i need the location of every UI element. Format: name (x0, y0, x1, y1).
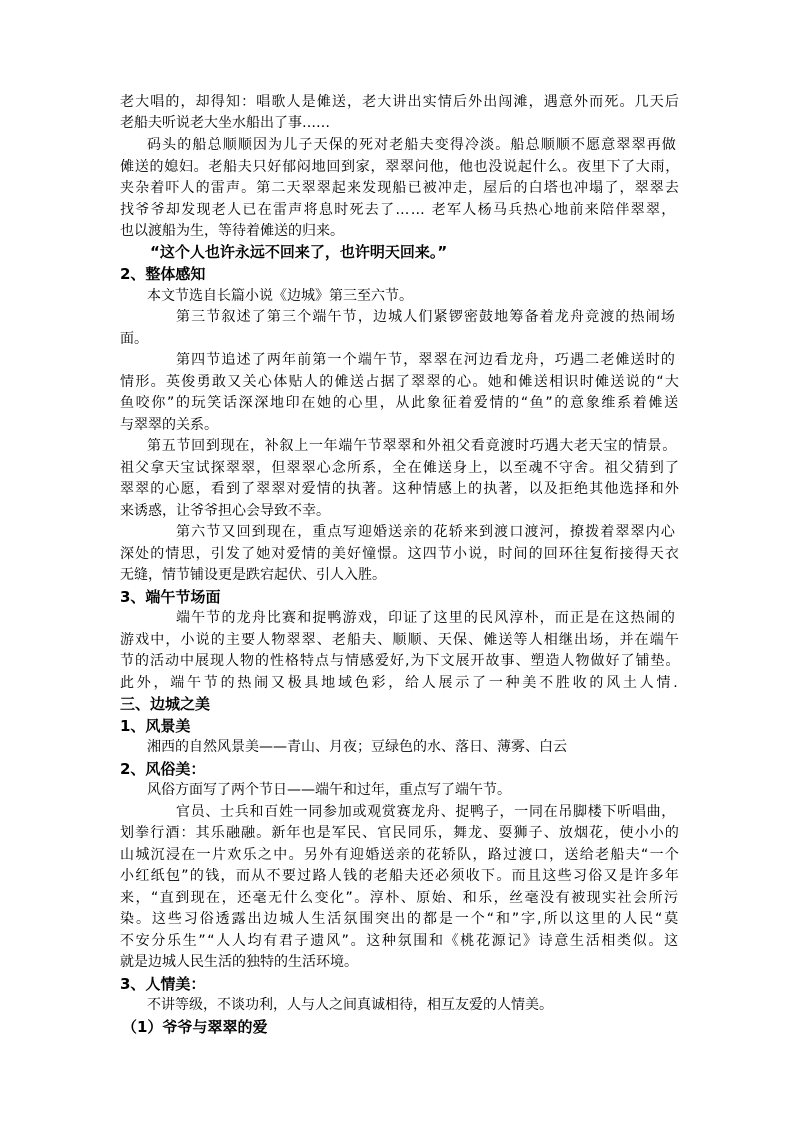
text-line: 与翠翠的关系。 (120, 417, 218, 433)
text-line: 第四节追述了两年前第一个端午节，翠翠在河边看龙舟，巧遇二老傩送时的 (176, 352, 676, 368)
text-line: 无缝，情节铺设更是跌宕起伏、引人入胜。 (120, 567, 386, 583)
subsection-heading: （1）爷爷与翠翠的爱 (122, 1018, 268, 1036)
text-line: 也以渡船为生，等待着傩送的归来。 (120, 223, 344, 239)
text-line: 本文节选自长篇小说《边城》第三至六节。 (147, 288, 413, 304)
text-line: 湘西的自然风景美——青山、月夜；豆绿色的水、落日、薄雾、白云 (147, 739, 567, 755)
text-line: 不讲等级，不谈功利，人与人之间真诚相待，相互友爱的人情美。 (147, 997, 553, 1013)
text-line: 就是边城人民生活的独特的生活环境。 (120, 954, 358, 970)
text-line: 面。 (120, 331, 148, 347)
text-line: 第五节回到现在，补叙上一年端午节翠翠和外祖父看竟渡时巧遇大老天宝的情景。 (147, 438, 677, 454)
chapter-heading: 三、边城之美 (120, 695, 211, 713)
text-line: 祖父拿天宝试探翠翠，但翠翠心念所系，全在傩送身上，以至魂不守舍。祖父猜到了 (120, 460, 680, 476)
text-line: 老大唱的，却得知：唱歌人是傩送，老大讲出实情后外出闯滩，遇意外而死。几天后 (120, 94, 680, 110)
text-line: 傩送的媳妇。老船夫只好郁闷地回到家，翠翠问他，他也没说起什么。夜里下了大雨， (120, 159, 680, 175)
text-line: 第六节又回到现在，重点写迎婚送亲的花轿来到渡口渡河，撩拨着翠翠内心 (176, 524, 676, 540)
text-line: 翠翠的心愿，看到了翠翠对爱情的执著。这种情感上的执著，以及拒绝其他选择和外 (120, 481, 680, 497)
section-heading: 3、人情美： (120, 975, 206, 993)
section-heading: 3、端午节场面 (120, 588, 221, 606)
text-line: 深处的情思，引发了她对爱情的美好憧憬。这四节小说，时间的回环往复衔接得天衣 (120, 546, 680, 562)
text-line: 官员、士兵和百姓一同参加或观赏赛龙舟、捉鸭子，一同在吊脚楼下听唱曲， (176, 804, 676, 820)
text-line: 码头的船总顺顺因为儿子天保的死对老船夫变得冷淡。船总顺顺不愿意翠翠再做 (147, 137, 677, 153)
text-line: 老船夫听说老大坐水船出了事…… (120, 115, 330, 131)
text-line: 第三节叙述了第三个端午节，边城人们紧锣密鼓地筹备着龙舟竞渡的热闹场 (176, 309, 676, 325)
text-line: 端午节的龙舟比赛和捉鸭游戏，印证了这里的民风淳朴，而正是在这热闹的 (176, 610, 676, 626)
text-line: 节的活动中展现人物的性格特点与情感爱好,为下文展开故事、塑造人物做好了铺垫。 (120, 653, 681, 669)
text-line: 来，“直到现在，还毫无什么变化”。淳朴、原始、和乐，丝毫没有被现实社会所污 (120, 890, 680, 906)
text-line: 小红纸包”的钱，而从不要过路人钱的老船夫还必须收下。而且这些习俗又是许多年 (120, 868, 681, 884)
text-line: 找爷爷却发现老人已在雷声将息时死去了…… 老军人杨马兵热心地前来陪伴翠翠， (120, 202, 677, 218)
text-line: 夹杂着吓人的雷声。第二天翠翠起来发现船已被冲走，屋后的白塔也冲塌了，翠翠去 (120, 180, 680, 196)
text-line: 来诱惑，让爷爷担心会导致不幸。 (120, 503, 330, 519)
text-line: 此外，端午节的热闹又极具地域色彩，给人展示了一种美不胜收的风土人情. (120, 675, 681, 691)
text-line: 鱼咬你”的玩笑话深深地印在她的心里，从此象征着爱情的“鱼”的意象维系着傩送 (120, 395, 680, 411)
text-line: 游戏中，小说的主要人物翠翠、老船夫、顺顺、天保、傩送等人相继出场，并在端午 (120, 632, 680, 648)
section-heading: 2、风俗美： (120, 760, 206, 778)
text-line: 情形。英俊勇敢又关心体贴人的傩送占据了翠翠的心。她和傩送相识时傩送说的“大 (120, 374, 681, 390)
text-line: 不安分乐生”“人人均有君子遗风”。这种氛围和《桃花源记》诗意生活相类似。这 (120, 933, 680, 949)
text-line: 山城沉浸在一片欢乐之中。另外有迎婚送亲的花轿队，路过渡口，送给老船夫“一个 (120, 847, 681, 863)
section-heading: 2、整体感知 (120, 265, 206, 283)
text-line: 划拳行酒：其乐融融。新年也是军民、官民同乐，舞龙、耍狮子、放烟花，使小小的 (120, 825, 680, 841)
quote-line: “这个人也许永远不回来了，也许明天回来。” (150, 243, 448, 261)
text-line: 染。这些习俗透露出边城人生活氛围突出的都是一个“和”字,所以这里的人民“莫 (120, 911, 681, 927)
section-heading: 1、风景美 (120, 717, 191, 735)
text-line: 风俗方面写了两个节日——端午和过年，重点写了端午节。 (147, 782, 511, 798)
